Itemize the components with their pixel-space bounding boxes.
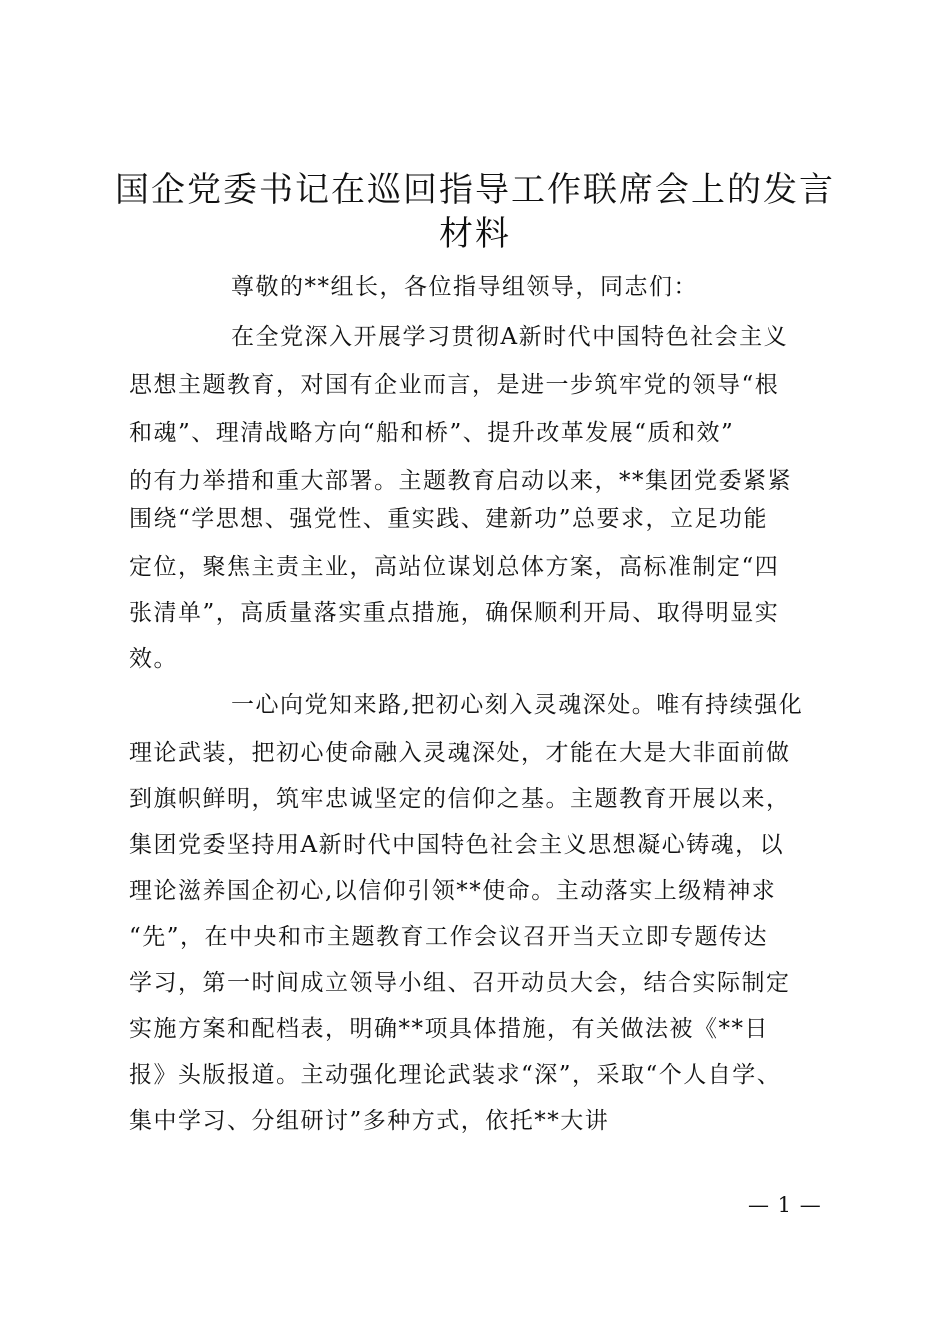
page-number: — 1 — [748, 1193, 822, 1217]
paragraph-line: 报》头版报道。主动强化理论武装求“深”，采取“个人自学、 [129, 1062, 782, 1088]
paragraph-line: 在全党深入开展学习贯彻A新时代中国特色社会主义 [231, 324, 789, 350]
paragraph-line: 学习，第一时间成立领导小组、召开动员大会，结合实际制定 [129, 970, 791, 996]
paragraph-line: “先”，在中央和市主题教育工作会议召开当天立即专题传达 [129, 924, 769, 950]
paragraph-line: 实施方案和配档表，明确**项具体措施，有关做法被《**日 [129, 1016, 769, 1042]
paragraph-line: 理论武装，把初心使命融入灵魂深处，才能在大是大非面前做 [129, 740, 791, 766]
paragraph-line: 的有力举措和重大部署。主题教育启动以来，**集团党委紧紧 [129, 468, 792, 494]
title-line-1: 国企党委书记在巡回指导工作联席会上的发言 [115, 170, 835, 210]
page-title [100, 0, 850, 260]
paragraph-line: 理论滋养国企初心,以信仰引领**使命。主动落实上级精神求 [129, 878, 777, 904]
paragraph-line: 集团党委坚持用A新时代中国特色社会主义思想凝心铸魂，以 [129, 832, 785, 858]
paragraph-line: 一心向党知来路,把初心刻入灵魂深处。唯有持续强化 [231, 692, 804, 718]
paragraph-line: 效。 [129, 646, 178, 672]
paragraph-line: 和魂”、理清战略方向“船和桥”、提升改革发展“质和效” [129, 420, 735, 446]
title-line-2: 材料 [439, 214, 511, 254]
paragraph-line: 张清单”，高质量落实重点措施，确保顺利开局、取得明显实 [129, 600, 780, 626]
paragraph-line: 思想主题教育，对国有企业而言，是进一步筑牢党的领导“根 [129, 372, 780, 398]
paragraph-line: 围绕“学思想、强党性、重实践、建新功”总要求，立足功能 [129, 506, 769, 532]
paragraph-line: 到旗帜鲜明，筑牢忠诚坚定的信仰之基。主题教育开展以来， [129, 786, 791, 812]
salutation: 尊敬的**组长，各位指导组领导，同志们： [231, 274, 698, 300]
paragraph-line: 定位，聚焦主责主业，高站位谋划总体方案，高标准制定“四 [129, 554, 780, 580]
paragraph-line: 集中学习、分组研讨”多种方式，依托**大讲 [129, 1108, 610, 1134]
